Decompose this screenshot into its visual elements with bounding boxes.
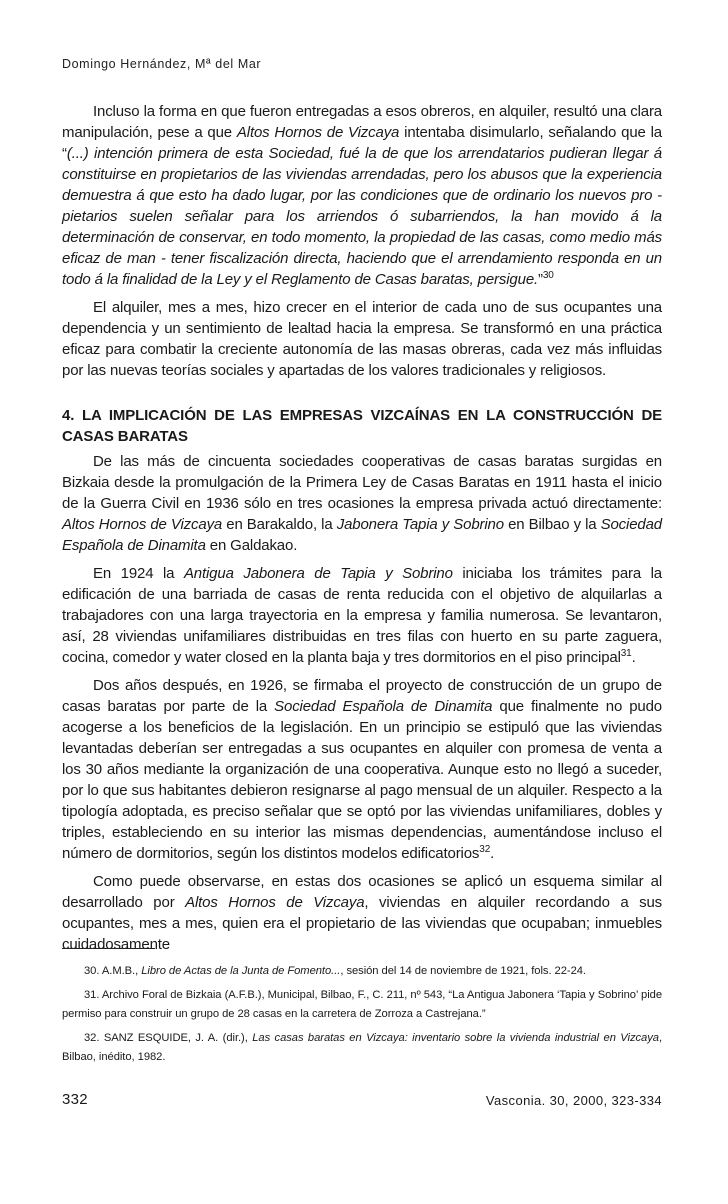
text-span: en Bilbao y la — [503, 516, 601, 533]
text-span: , sesión del 14 de noviembre de 1921, fols. 22-24. — [340, 965, 586, 977]
page-footer — [62, 1091, 662, 1111]
body-text — [62, 101, 662, 955]
text-span: en Barakaldo, la — [222, 516, 337, 533]
text-span: . — [490, 845, 495, 862]
text-span: 30. A.M.B., — [84, 965, 142, 977]
text-span: Como puede observarse, en estas dos ocasiones se aplicó un esquema similar al desarrollado por — [62, 873, 662, 911]
text-span: intentaba disimularlo, señalando que la “ — [62, 124, 662, 162]
paragraph-3 — [62, 451, 662, 556]
text-span: en Galdakao. — [205, 537, 298, 554]
footnote-32 — [62, 1029, 662, 1067]
company-name: Altos Hornos de Vizcaya — [236, 124, 400, 141]
company-name: Sociedad Española de Dinamita — [274, 698, 493, 715]
text-span: . — [631, 649, 636, 666]
text-span: que finalmente no pudo acogerse a los beneficios de la legislación. En un principio se estipuló que las viviendas levantadas deberían ser entregadas a sus ocupantes en alquiler con promesa de venta a los 30 años mediante la organización de una cooperativa. Aunque esto no llegó a suceder, por lo que sus habitantes debieron resignarse al pago mensual de un alquiler. Respecto a la tipología adoptada, es preciso señalar que se optó por las viviendas unifamiliares, dobles y triples, estableciendo en su interior las mismas dependencias, aumentándose incluso el número de dormitorios, según los distintos modelos edificatorios — [62, 698, 662, 862]
text-span: Incluso la forma en que fueron entregadas a esos obreros, en alquiler, resultó una clara manipulación, pese a que — [62, 103, 662, 141]
page-number: 332 — [62, 1091, 88, 1108]
footnote-ref-30[interactable]: 30 — [542, 270, 554, 281]
section-heading: 4. LA IMPLICACIÓN DE LAS EMPRESAS VIZCAÍNAS EN LA CONSTRUCCIÓN DE CASAS BARATAS — [62, 407, 662, 445]
footnote-31: 31. Archivo Foral de Bizkaia (A.F.B.), Municipal, Bilbao, F., C. 211, nº 543, “La Antigua Jabonera ‘Tapia y Sobrino’ pide permiso para construir un grupo de 28 casas en la carretera de Zorroza a Castrejana.” — [62, 989, 662, 1020]
text-span: De las más de cincuenta sociedades cooperativas de casas baratas surgidas en Bizkaia desde la promulgación de la Primera Ley de Casas Baratas en 1911 hasta el inicio de la Guerra Civil en 1936 sólo en tres ocasiones la empresa privada actuó directamente: — [62, 453, 662, 512]
company-name: Altos Hornos de Vizcaya — [62, 516, 223, 533]
paragraph-5 — [62, 675, 662, 864]
footnote-ref-32[interactable]: 32 — [479, 844, 491, 855]
paragraph-2: El alquiler, mes a mes, hizo crecer en el interior de cada uno de sus ocupantes una dependencia y un sentimiento de lealtad hacia la empresa. Se transformó en una práctica eficaz para combatir la creciente autonomía de las masas obreras, cada vez más influidas por las nuevas teorías sociales y apartadas de los valores tradicionales y religiosos. — [62, 299, 662, 379]
footnote-divider — [62, 948, 155, 949]
source-title: Libro de Actas de la Junta de Fomento... — [141, 965, 341, 977]
paragraph-4 — [62, 563, 662, 668]
paragraph-6 — [62, 871, 662, 955]
paragraph-1 — [62, 101, 662, 290]
text-span: Dos años después, en 1926, se firmaba el proyecto de construcción de un grupo de casas baratas por parte de la — [62, 677, 662, 715]
source-title: Las casas baratas en Vizcaya: inventario sobre la vivienda industrial en Vizcaya — [252, 1032, 659, 1044]
company-name: Jabonera Tapia y Sobrino — [336, 516, 504, 533]
footnote-30 — [62, 962, 662, 981]
footnotes — [62, 962, 662, 1067]
text-span: En 1924 la — [93, 565, 184, 582]
text-span: , viviendas en alquiler recordando a sus ocupantes, mes a mes, quien era el propietario de las viviendas que ocupaban; inmuebles cuidadosamente — [62, 894, 662, 953]
text-span: , Bilbao, inédito, 1982. — [62, 1032, 662, 1063]
running-head: Domingo Hernández, Mª del Mar — [62, 57, 262, 71]
journal-citation: Vasconia. 30, 2000, 323-334 — [485, 1093, 662, 1108]
text-span: ” — [538, 271, 543, 288]
company-name: Sociedad Española de Dinamita — [62, 516, 662, 554]
footnote-ref-31[interactable]: 31 — [620, 648, 632, 659]
quotation: (...) intención primera de esta Sociedad, fué la de que los arrendatarios pudieran llegar á constituirse en propietarios de las viviendas arrendadas, pero los abusos que la experiencia demuestra á que esto ha dado lugar, por las condiciones que de ordinario los nuevos pro - pietarios suelen señalar para los arriendos ó subarriendos, la han movido á la determinación de conservar, en todo momento, la propiedad de las casas, como medio más eficaz de man - tener fiscalización directa, haciendo que el arrendamiento responda en un todo á la finalidad de la Ley y el Reglamento de Casas baratas, persigue. — [62, 145, 662, 288]
company-name: Antigua Jabonera de Tapia y Sobrino — [183, 565, 453, 582]
company-name: Altos Hornos de Vizcaya — [185, 894, 365, 911]
text-span: 32. SANZ ESQUIDE, J. A. (dir.), — [84, 1032, 253, 1044]
text-span: iniciaba los trámites para la edificación de una barriada de casas de renta reducida con el objetivo de alquilarlas a trabajadores con una larga trayectoria en la empresa y familia numerosa. Se levantaron, así, 28 viviendas unifamiliares distribuidas en tres filas con huerto en su parte zaguera, cocina, comedor y water closed en la planta baja y tres dormitorios en el piso principal — [62, 565, 662, 666]
